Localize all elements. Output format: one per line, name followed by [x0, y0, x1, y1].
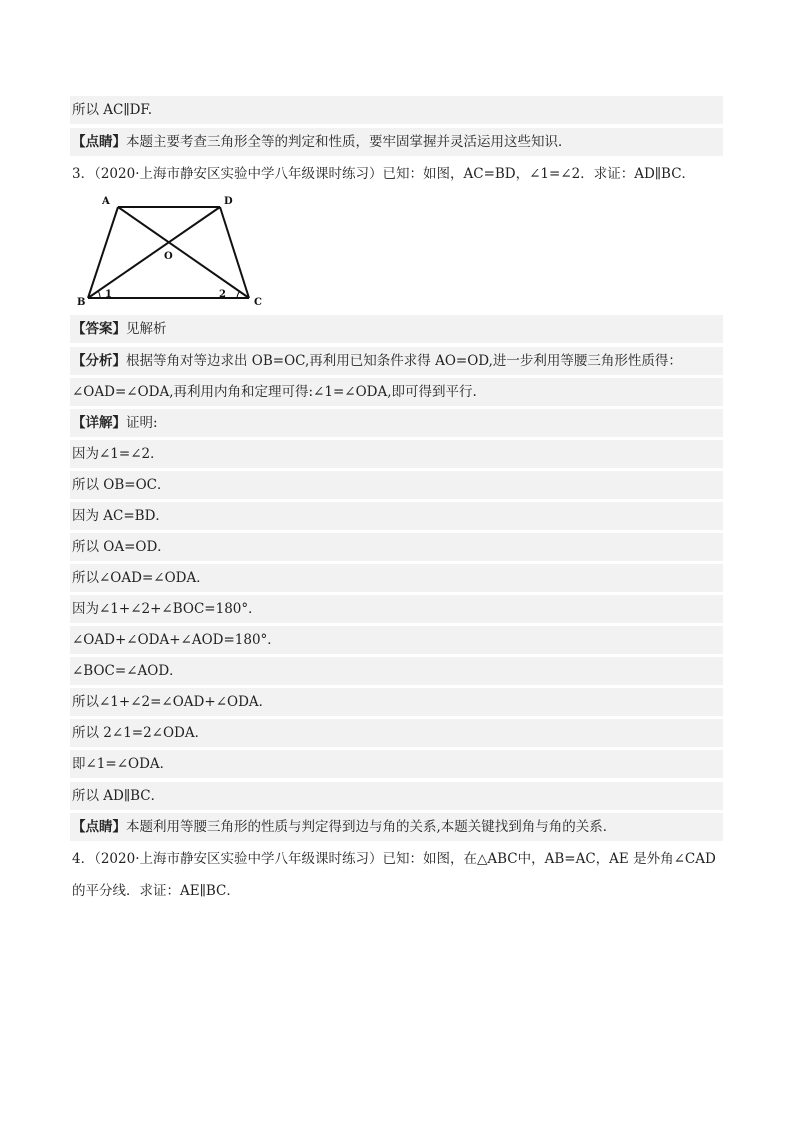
segment-dc	[220, 207, 249, 298]
proof-step	[70, 502, 723, 530]
line-text: 所以 OA=OD．	[72, 539, 171, 555]
proof-step	[70, 782, 723, 810]
remark-line	[70, 813, 723, 841]
question-3-line	[70, 160, 723, 188]
trapezoid-diagram	[77, 193, 284, 311]
analysis-tag: 【分析】	[72, 353, 126, 369]
angle-1-arc	[98, 291, 100, 298]
proof-step	[70, 657, 723, 685]
analysis-line	[70, 347, 723, 375]
line-text: ∠BOC=∠AOD．	[72, 663, 183, 679]
line-text: 所以 AC∥DF.	[72, 102, 152, 118]
segment-ac	[118, 207, 249, 298]
line-text: 本题利用等腰三角形的性质与判定得到边与角的关系,本题关键找到角与角的关系．	[126, 819, 617, 835]
line-text: 所以 2∠1=2∠ODA．	[72, 725, 209, 741]
remark-tag: 【点睛】	[72, 819, 126, 835]
remark-tag: 【点睛】	[72, 134, 126, 150]
line-text: 根据等角对等边求出 OB=OC,再利用已知条件求得 AO=OD,进一步利用等腰三角形性质得：	[126, 353, 682, 369]
segment-ab	[88, 207, 118, 298]
label-c: C	[254, 297, 262, 308]
label-angle-1: 1	[105, 289, 112, 300]
text-line	[70, 378, 723, 406]
proof-step	[70, 688, 723, 716]
proof-step	[70, 564, 723, 592]
segment-bd	[88, 207, 220, 298]
proof-step	[70, 533, 723, 561]
line-text: 即∠1=∠ODA．	[72, 756, 174, 772]
line-text: 4．（2020·上海市静安区实验中学八年级课时练习）已知：如图，在△ABC中，AB=AC，AE 是外角∠CAD	[72, 851, 716, 867]
label-a: A	[102, 196, 110, 207]
line-text: 所以∠1+∠2=∠OAD+∠ODA．	[72, 694, 273, 710]
line-text: ∠OAD=∠ODA,再利用内角和定理可得:∠1=∠ODA,即可得到平行.	[72, 384, 477, 400]
proof-step	[70, 595, 723, 623]
line-text: 本题主要考查三角形全等的判定和性质，要牢固掌握并灵活运用这些知识．	[126, 134, 572, 150]
line-text: 所以 AD∥BC．	[72, 788, 165, 804]
line-text: 因为∠1+∠2+∠BOC=180°．	[72, 601, 262, 617]
label-d: D	[224, 196, 233, 207]
angle-2-arc	[237, 291, 240, 298]
label-o: O	[164, 251, 173, 262]
text-line	[70, 96, 723, 124]
answer-tag: 【答案】	[72, 321, 126, 337]
line-text: 因为∠1=∠2．	[72, 446, 164, 462]
line-text: ∠OAD+∠ODA+∠AOD=180°．	[72, 632, 281, 648]
remark-line	[70, 128, 723, 156]
proof-step	[70, 471, 723, 499]
proof-step	[70, 626, 723, 654]
answer-line	[70, 315, 723, 343]
line-text: 所以∠OAD=∠ODA．	[72, 570, 210, 586]
proof-step	[70, 719, 723, 747]
label-b: B	[77, 297, 86, 308]
line-text: 所以 OB=OC．	[72, 477, 171, 493]
label-angle-2: 2	[219, 289, 226, 300]
detail-tag: 【详解】	[72, 415, 126, 431]
line-text: 见解析	[126, 321, 167, 337]
proof-step	[70, 440, 723, 468]
detail-line	[70, 409, 723, 437]
line-text: 因为 AC=BD．	[72, 508, 169, 524]
line-text: 3．（2020·上海市静安区实验中学八年级课时练习）已知：如图，AC=BD，∠1=∠2．求证：AD∥BC．	[72, 166, 696, 182]
question-4-line	[70, 845, 723, 873]
proof-step	[70, 750, 723, 778]
line-text: 证明:	[126, 415, 158, 431]
question-4-line-continued	[70, 877, 723, 905]
line-text: 的平分线．求证：AE∥BC．	[72, 883, 240, 899]
geometry-figure	[77, 193, 284, 311]
